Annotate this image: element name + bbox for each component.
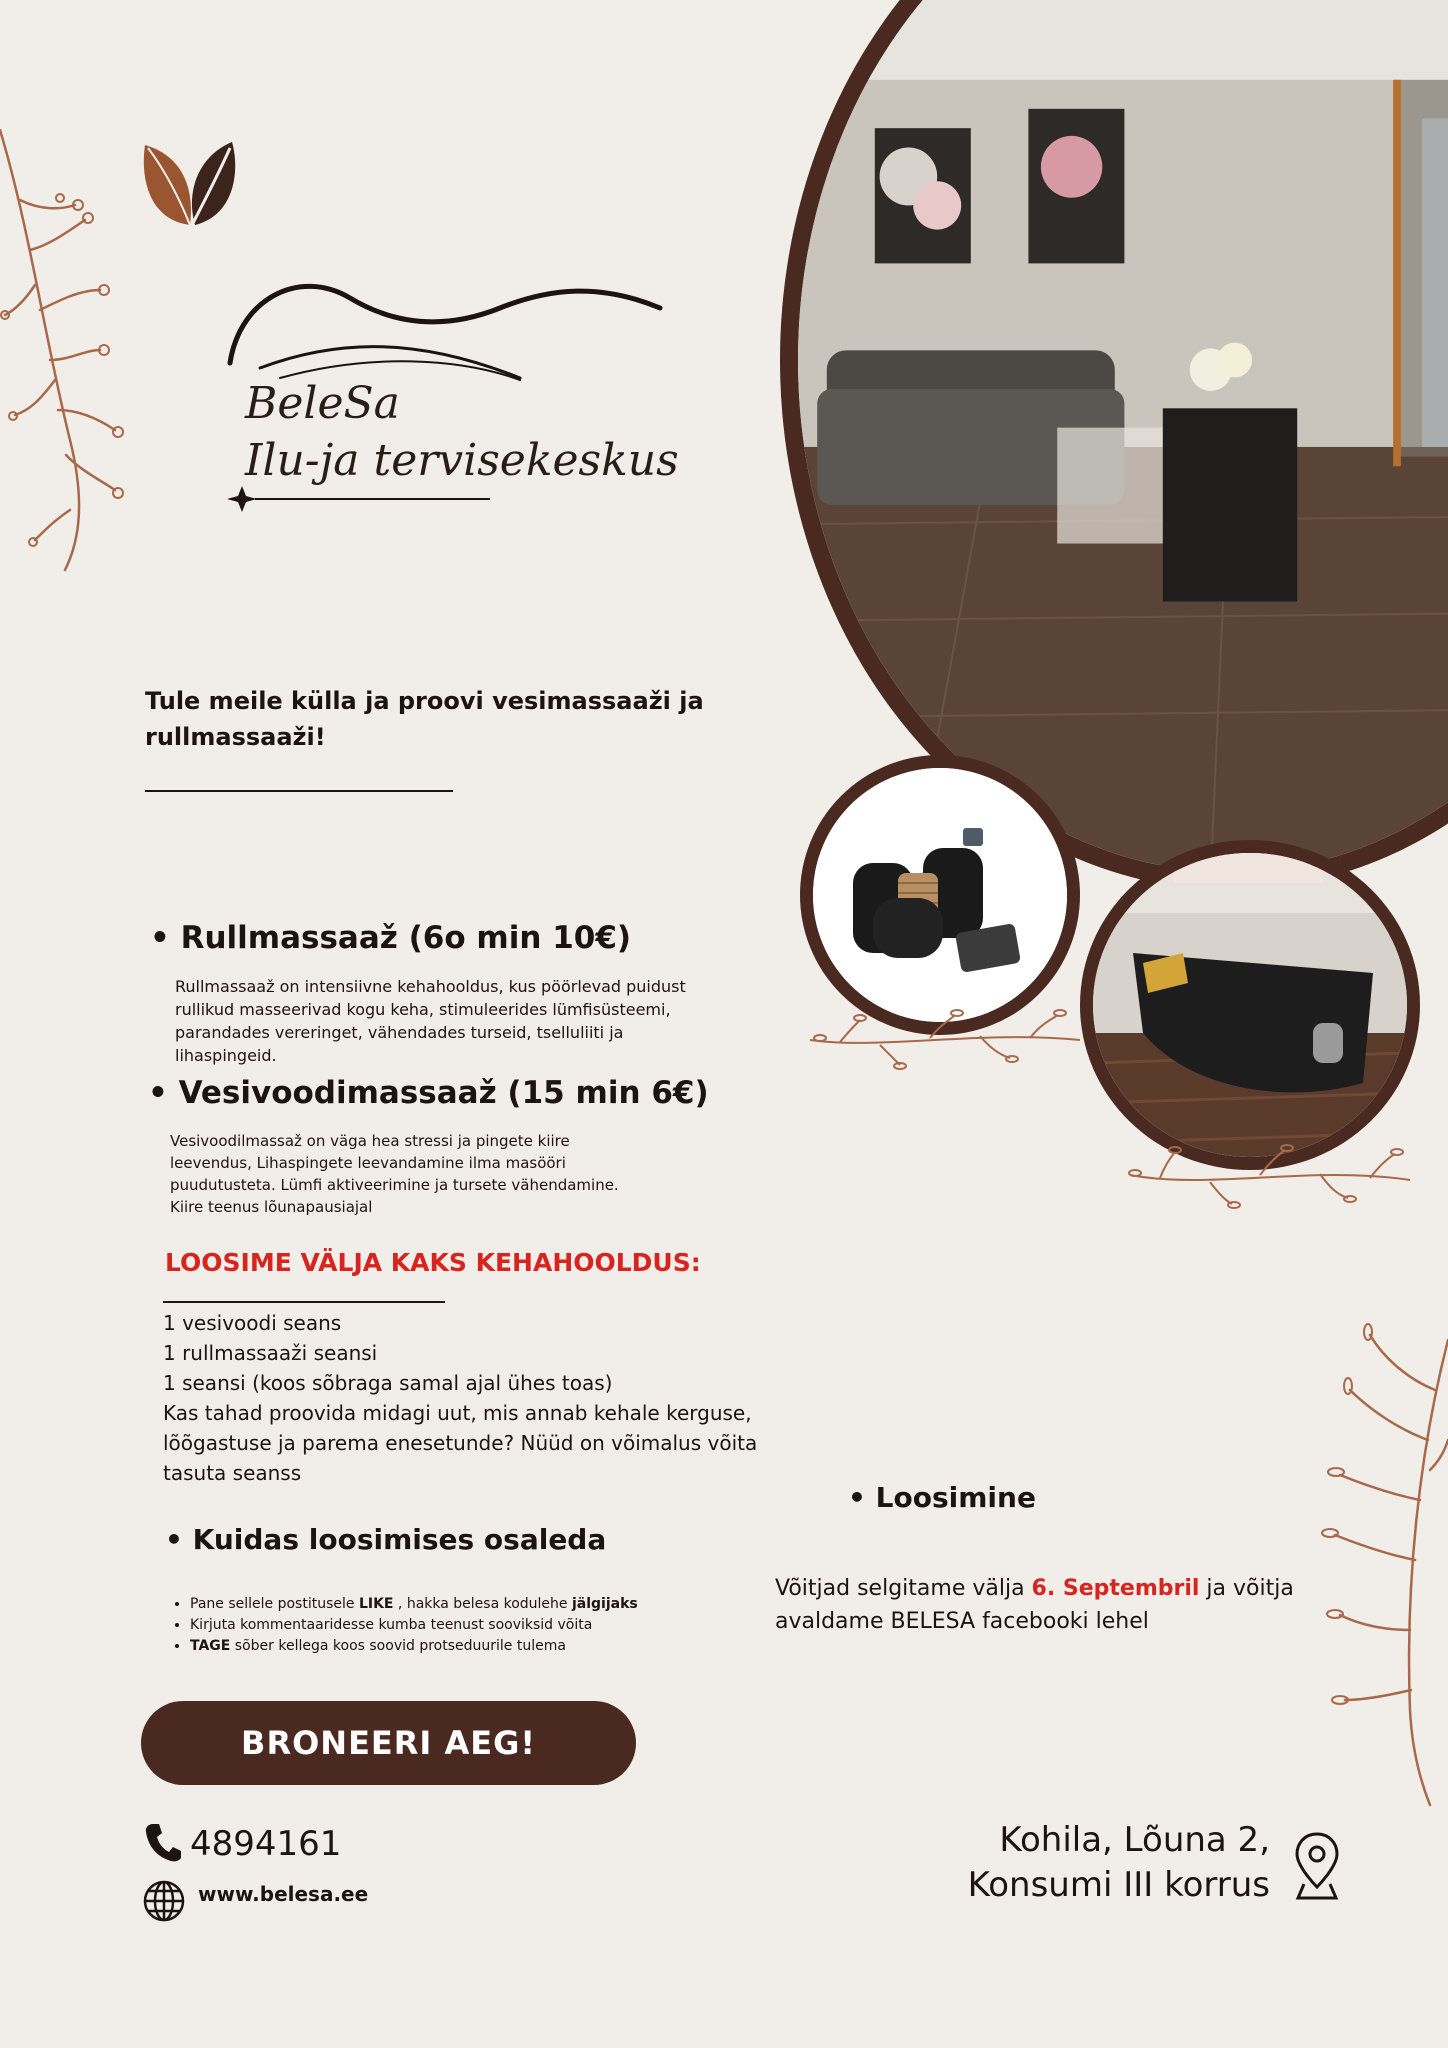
bullet-dot: • bbox=[165, 1523, 193, 1556]
step-item: • Kirjuta kommentaaridesse kumba teenust sooviksid võita bbox=[190, 1615, 770, 1636]
step-item: • Pane sellele postitusele LIKE , hakka belesa kodulehe jälgijaks bbox=[190, 1594, 770, 1615]
address-line-2: Konsumi III korrus bbox=[967, 1865, 1270, 1905]
leaf-icon bbox=[140, 140, 240, 230]
salon-interior-photo bbox=[780, 0, 1448, 890]
raffle-divider bbox=[163, 1301, 445, 1303]
intro-divider bbox=[145, 790, 453, 792]
service-desc-waterbed: Vesivoodilmassaž on väga hea stressi ja pingete kiire leevendus, Lihaspingete leevandamine ilma masööri puudutusteta. Lümfi aktiveerimine ja tursete vähendamine. Kiire teenus lõunapausiajal bbox=[170, 1132, 619, 1216]
step-item: • TAGE sõber kellega koos soovid protseduurile tulema bbox=[190, 1636, 770, 1657]
how-to-steps bbox=[170, 1594, 770, 1657]
prize-line: 1 vesivoodi seans bbox=[163, 1311, 342, 1335]
bullet-dot: • bbox=[148, 1075, 179, 1111]
prize-line: 1 seansi (koos sõbraga samal ajal ühes toas) bbox=[163, 1371, 613, 1395]
address bbox=[880, 1818, 1270, 1908]
book-button-label: BRONEERI AEG! bbox=[241, 1724, 536, 1762]
phone-icon bbox=[145, 1822, 181, 1862]
service-title-roller: • Rullmassaaž (6o min 10€) bbox=[150, 920, 632, 956]
brand-subtitle: Ilu-ja tervisekeskus bbox=[245, 435, 679, 486]
phone-number[interactable]: 4894161 bbox=[190, 1824, 342, 1864]
service-title-waterbed: • Vesivoodimassaaž (15 min 6€) bbox=[148, 1075, 709, 1111]
prize-line: 1 rullmassaaži seansi bbox=[163, 1341, 378, 1365]
draw-text: Võitjad selgitame välja 6. Septembril ja võitja avaldame BELESA facebooki lehel bbox=[775, 1576, 1294, 1634]
bullet-dot: • bbox=[150, 920, 181, 956]
branch-decoration-right bbox=[1290, 1310, 1448, 1810]
intro-text: Tule meile külla ja proovi vesimassaaži ja rullmassaaži! bbox=[145, 687, 704, 751]
address-line-1: Kohila, Lõuna 2, bbox=[999, 1820, 1270, 1860]
raffle-pitch: Kas tahad proovida midagi uut, mis annab kehale kerguse, lõõgastuse ja parema enesetunde? Nüüd on võimalus võita tasuta seanss bbox=[163, 1401, 758, 1485]
branch-decoration-small-1 bbox=[800, 1000, 1090, 1070]
roller-massage-photo bbox=[800, 755, 1080, 1035]
draw-date: 6. Septembril bbox=[1031, 1576, 1200, 1601]
location-pin-icon bbox=[1294, 1832, 1340, 1900]
draw-heading: • Loosimine bbox=[848, 1481, 1036, 1514]
water-bed-photo bbox=[1080, 840, 1420, 1170]
globe-icon bbox=[143, 1880, 185, 1922]
bullet-dot: • bbox=[848, 1481, 876, 1514]
website-link[interactable]: www.belesa.ee bbox=[198, 1882, 369, 1906]
raffle-prize-list bbox=[163, 1308, 763, 1488]
book-appointment-button[interactable] bbox=[141, 1701, 636, 1785]
branch-decoration-small-2 bbox=[1120, 1140, 1420, 1210]
service-desc-roller: Rullmassaaž on intensiivne kehahooldus, kus pöörlevad puidust rullikud masseerivad kogu keha, stimuleerides lümfisüsteemi, parandades vereringet, vähendades turseid, tselluliiti ja lihaspingeid. bbox=[175, 977, 686, 1065]
branch-decoration-top-left bbox=[0, 110, 130, 580]
brand-name: BeleSa bbox=[245, 378, 400, 429]
sparkle-underline bbox=[225, 484, 495, 514]
how-to-heading: • Kuidas loosimises osaleda bbox=[165, 1523, 607, 1556]
raffle-heading: LOOSIME VÄLJA KAKS KEHAHOOLDUS: bbox=[165, 1248, 701, 1277]
